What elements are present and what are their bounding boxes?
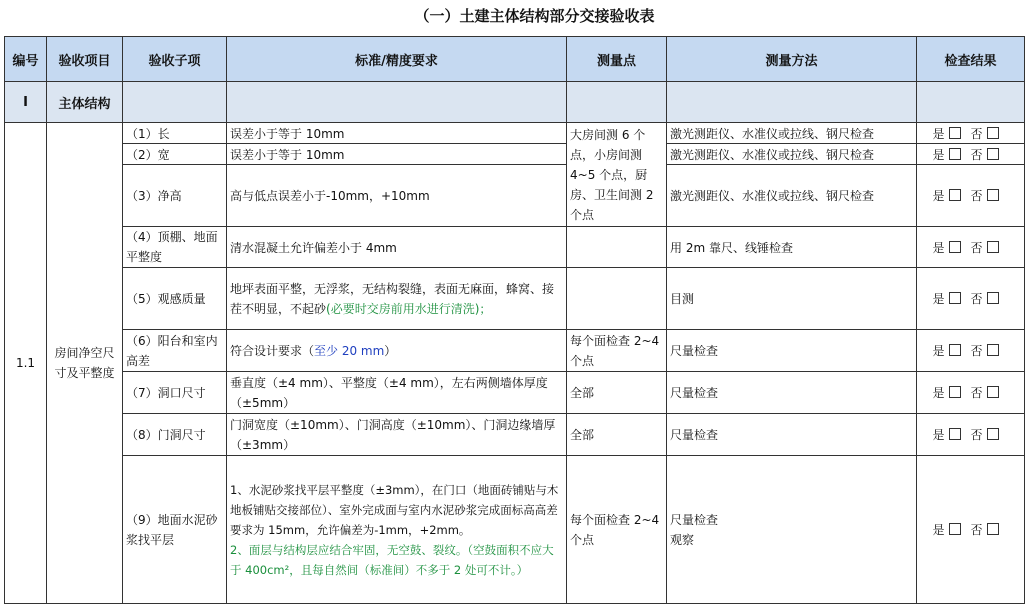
standard-cell: 误差小于等于 10mm [227, 123, 567, 144]
standard-cell: 高与低点误差小于-10mm，+10mm [227, 165, 567, 227]
no-checkbox[interactable] [987, 344, 999, 356]
subitem-cell: （4）顶棚、地面平整度 [123, 227, 227, 268]
yes-checkbox[interactable] [949, 148, 961, 160]
method-cell: 尺量检查 观察 [667, 456, 917, 604]
yes-checkbox[interactable] [949, 523, 961, 535]
point-cell: 每个面检查 2~4 个点 [567, 330, 667, 372]
yes-checkbox[interactable] [949, 189, 961, 201]
no-checkbox[interactable] [987, 386, 999, 398]
table-row [5, 123, 1025, 144]
result-cell: 是 否 [917, 456, 1025, 604]
standard-note: 至少 20 mm [314, 344, 385, 358]
header-subitem: 验收子项 [123, 37, 227, 82]
subitem-cell: （9）地面水泥砂浆找平层 [123, 456, 227, 604]
no-checkbox[interactable] [987, 523, 999, 535]
no-checkbox[interactable] [987, 428, 999, 440]
table-row [5, 372, 1025, 414]
method-cell: 尺量检查 [667, 372, 917, 414]
yes-checkbox[interactable] [949, 428, 961, 440]
result-cell: 是 否 [917, 268, 1025, 330]
point-cell: 每个面检查 2~4 个点 [567, 456, 667, 604]
point-cell [567, 227, 667, 268]
result-cell: 是 否 [917, 144, 1025, 165]
subitem-cell: （1）长 [123, 123, 227, 144]
standard-cell: 符合设计要求（至少 20 mm） [227, 330, 567, 372]
method-cell: 尺量检查 [667, 414, 917, 456]
method-cell: 尺量检查 [667, 330, 917, 372]
subitem-cell: （2）宽 [123, 144, 227, 165]
standard-cell: 误差小于等于 10mm [227, 144, 567, 165]
method-cell: 用 2m 靠尺、线锤检查 [667, 227, 917, 268]
header-standard: 标准/精度要求 [227, 37, 567, 82]
header-item: 验收项目 [47, 37, 123, 82]
shared-point-cell: 大房间测 6 个点，小房间测 4~5 个点，厨房、卫生间测 2 个点 [567, 123, 667, 227]
result-cell: 是 否 [917, 227, 1025, 268]
no-checkbox[interactable] [987, 241, 999, 253]
result-cell: 是 否 [917, 414, 1025, 456]
acceptance-table [4, 36, 1025, 604]
point-cell: 全部 [567, 414, 667, 456]
result-cell: 是 否 [917, 123, 1025, 144]
no-checkbox[interactable] [987, 148, 999, 160]
yes-checkbox[interactable] [949, 292, 961, 304]
standard-cell: 垂直度（±4 mm）、平整度（±4 mm），左右两侧墙体厚度（±5mm） [227, 372, 567, 414]
group-id: 1.1 [5, 123, 47, 604]
subitem-cell: （3）净高 [123, 165, 227, 227]
table-row [5, 330, 1025, 372]
table-row [5, 227, 1025, 268]
subitem-cell: （5）观感质量 [123, 268, 227, 330]
table-row [5, 144, 1025, 165]
standard-note: 2、面层与结构层应结合牢固，无空鼓、裂纹。（空鼓面积不应大于 400cm²，且每自然间（标准间）不多于 2 处可不计。） [230, 542, 554, 577]
section-id: I [5, 82, 47, 123]
standard-cell: 1、水泥砂浆找平层平整度（±3mm），在门口（地面砖铺贴与木地板铺贴交接部位）、室外完成面与室内水泥砂浆完成面标高高差要求为 15mm，允许偏差为-1mm，+2mm。 2、面层与结构层应结合牢固，无空鼓、裂纹。（空鼓面积不应大于 400cm²，且每自然间（标准间）不多于 2 处可不计。） [227, 456, 567, 604]
header-row [5, 37, 1025, 82]
subitem-cell: （6）阳台和室内高差 [123, 330, 227, 372]
header-id: 编号 [5, 37, 47, 82]
standard-cell: 地坪表面平整，无浮浆，无结构裂缝，表面无麻面，蜂窝、接茬不明显，不起砂(必要时交房前用水进行清洗)； [227, 268, 567, 330]
method-cell: 激光测距仪、水准仪或拉线、钢尺检查 [667, 165, 917, 227]
yes-checkbox[interactable] [949, 241, 961, 253]
table-row [5, 268, 1025, 330]
section-row [5, 82, 1025, 123]
table-row [5, 414, 1025, 456]
header-result: 检查结果 [917, 37, 1025, 82]
yes-checkbox[interactable] [949, 386, 961, 398]
result-cell: 是 否 [917, 372, 1025, 414]
no-checkbox[interactable] [987, 292, 999, 304]
standard-cell: 清水混凝土允许偏差小于 4mm [227, 227, 567, 268]
no-checkbox[interactable] [987, 127, 999, 139]
yes-checkbox[interactable] [949, 344, 961, 356]
point-cell [567, 268, 667, 330]
method-cell: 激光测距仪、水准仪或拉线、钢尺检查 [667, 144, 917, 165]
no-checkbox[interactable] [987, 189, 999, 201]
section-name: 主体结构 [47, 82, 123, 123]
method-cell: 目测 [667, 268, 917, 330]
subitem-cell: （8）门洞尺寸 [123, 414, 227, 456]
standard-note: (必要时交房前用水进行清洗)； [326, 301, 492, 316]
result-cell: 是 否 [917, 165, 1025, 227]
standard-cell: 门洞宽度（±10mm）、门洞高度（±10mm）、门洞边缘墙厚（±3mm） [227, 414, 567, 456]
yes-checkbox[interactable] [949, 127, 961, 139]
method-cell: 激光测距仪、水准仪或拉线、钢尺检查 [667, 123, 917, 144]
subitem-cell: （7）洞口尺寸 [123, 372, 227, 414]
table-row [5, 456, 1025, 604]
header-point: 测量点 [567, 37, 667, 82]
point-cell: 全部 [567, 372, 667, 414]
result-cell: 是 否 [917, 330, 1025, 372]
group-name: 房间净空尺寸及平整度 [47, 123, 123, 604]
table-row [5, 165, 1025, 227]
header-method: 测量方法 [667, 37, 917, 82]
page-title: （一）土建主体结构部分交接验收表 [414, 7, 655, 25]
